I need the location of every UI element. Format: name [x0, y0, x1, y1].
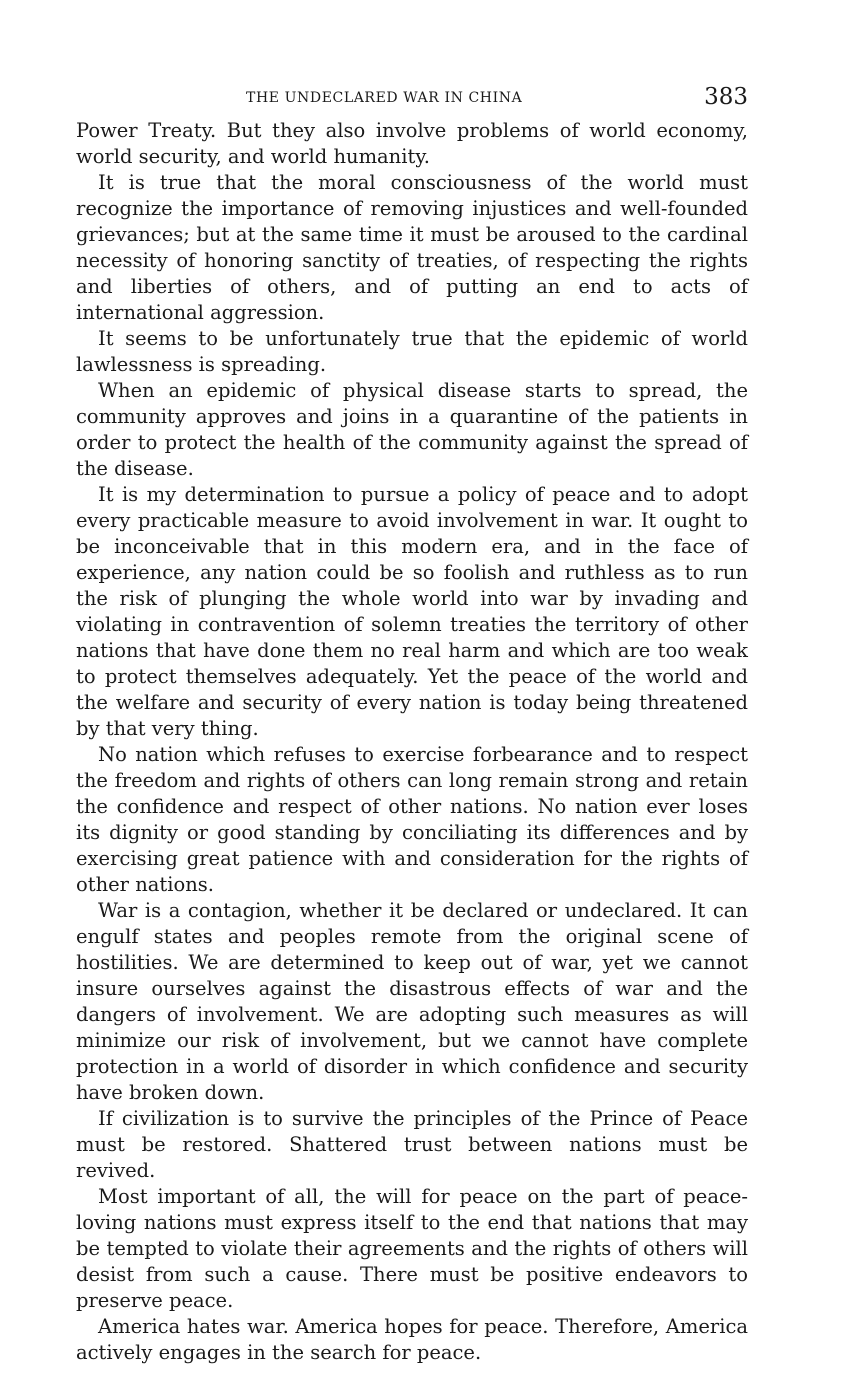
paragraph: If civilization is to survive the principles of the Prince of Peace must be restored. Shattered trust between nations must be revived. [76, 1107, 748, 1182]
paragraph: It seems to be unfortunately true that the epidemic of world lawlessness is spreading. [76, 327, 748, 376]
paragraph: No nation which refuses to exercise forbearance and to respect the freedom and rights of others can long remain strong and retain the confidence and respect of other nations. No nation ever loses its dignity or good standing by conciliating its differences and by exercising great patience with and consideration for the rights of other nations. [76, 743, 748, 896]
running-title: THE UNDECLARED WAR IN CHINA [246, 90, 523, 106]
body-text [76, 118, 748, 1366]
paragraph: It is my determination to pursue a policy of peace and to adopt every practicable measure to avoid involvement in war. It ought to be inconceivable that in this modern era, and in the face of experience, any nation could be so foolish and ruthless as to run the risk of plunging the whole world into war by invading and violating in contravention of solemn treaties the territory of other nations that have done them no real harm and which are too weak to protect themselves adequately. Yet the peace of the world and the welfare and security of every nation is today being threatened by that very thing. [76, 483, 748, 740]
paragraph: America hates war. America hopes for peace. Therefore, America actively engages in the search for peace. [76, 1315, 748, 1364]
paragraph: Most important of all, the will for peace on the part of peace-loving nations must express itself to the end that nations that may be tempted to violate their agreements and the rights of others will desist from such a cause. There must be positive endeavors to preserve peace. [76, 1185, 748, 1312]
paragraph: When an epidemic of physical disease starts to spread, the community approves and joins in a quarantine of the patients in order to protect the health of the community against the spread of the disease. [76, 379, 748, 480]
paragraph: War is a contagion, whether it be declared or undeclared. It can engulf states and peoples remote from the original scene of hostilities. We are determined to keep out of war, yet we cannot insure ourselves against the disastrous effects of war and the dangers of involvement. We are adopting such measures as will minimize our risk of involvement, but we cannot have complete protection in a world of disorder in which confidence and security have broken down. [76, 899, 748, 1104]
paragraph: It is true that the moral consciousness of the world must recognize the importance of removing injustices and well-founded grievances; but at the same time it must be aroused to the cardinal necessity of honoring sanctity of treaties, of respecting the rights and liberties of others, and of putting an end to acts of international aggression. [76, 171, 748, 324]
page-number: 383 [704, 84, 748, 110]
paragraph-continued: Power Treaty. But they also involve problems of world economy, world security, and world humanity. [76, 119, 748, 168]
running-head [76, 84, 748, 118]
book-page [76, 84, 748, 1366]
